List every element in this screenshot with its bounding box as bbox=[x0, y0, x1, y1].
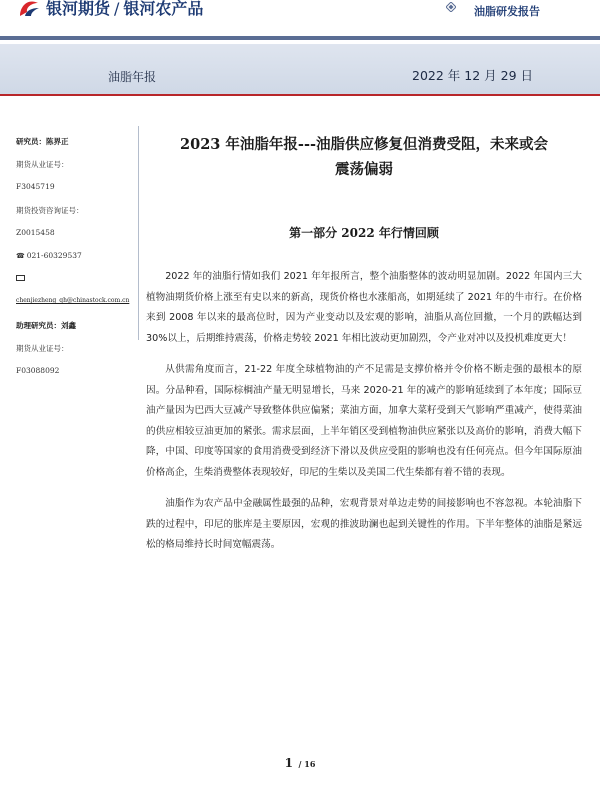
brand-separator: / bbox=[114, 0, 120, 18]
assistant-practice-label: 期货从业证号： bbox=[16, 344, 69, 353]
page-total: / 16 bbox=[298, 759, 316, 769]
phone-number: 021-60329537 bbox=[26, 251, 82, 260]
paragraph: 从供需角度而言，21-22 年度全球植物油的产不足需是支撑价格并令价格不断走强的最根本的原因。分品种看，国际棕榈油产量无明显增长，马来 2020-21 年的减产的影响延续到了本年度；国际豆油产量因为巴西大豆减产导致整体供应偏紧；菜油方面，加拿大菜籽受到天气影响严重减产，使得菜油的供应相较豆油更加的紧张。需求层面，上半年销区受到植物油供应紧张以及高价的影响，消费大幅下降，中国、印度等国家的食用消费受到经济下滑以及供应受阻的影响也没有任何亮点。但今年国际原油价格高企，生柴消费整体表现较好，印尼的生柴以及美国二代生柴都有着不错的表现。 bbox=[146, 364, 582, 478]
title-band bbox=[0, 44, 600, 94]
mail-line bbox=[16, 274, 134, 285]
page-footer bbox=[0, 752, 600, 771]
document-title-line1: 2023 年油脂年报---油脂供应修复但消费受阻，未来或会 bbox=[180, 136, 548, 153]
paragraph: 2022 年的油脂行情如我们 2021 年年报所言，整个油脂整体的波动明显加剧。2022 年国内三大植物油期货价格上涨至有史以来的新高，现货价格也水涨船高，如期延续了 2021 年的牛市行。在价格来到 2008 年以来的最高位时，因为产业变动以及宏观的影响，油脂从高位回撤，一个月的跌幅达到 30%以上，后期维持震荡，价格走势较 2021 年相比波动更加剧烈，令产业对冲以及投机难度更大！ bbox=[146, 271, 582, 344]
main-content bbox=[146, 124, 582, 556]
report-header bbox=[0, 0, 600, 30]
mail-icon bbox=[16, 275, 25, 281]
section-title: 第一部分 2022 年行情回顾 bbox=[289, 226, 439, 240]
consult-label: 期货投资咨询证号： bbox=[16, 206, 84, 215]
document-title-line2: 震荡偏弱 bbox=[335, 161, 393, 178]
diamond-icon bbox=[446, 2, 456, 12]
page-number: 1 bbox=[284, 756, 293, 770]
header-divider bbox=[0, 36, 600, 40]
phone-icon: ☎ bbox=[16, 252, 25, 260]
paragraph: 油脂作为农产品中金融属性最强的品种，宏观背景对单边走势的间接影响也不容忽视。本轮油脂下跌的过程中，印尼的胀库是主要原因，宏观的推波助澜也起到关键性的作用。下半年整体的油脂是紧远松的格局维持长时间宽幅震荡。 bbox=[146, 498, 582, 550]
report-type-label: 油脂研发报告 bbox=[474, 5, 540, 18]
brand-name bbox=[46, 0, 203, 19]
band-title: 油脂年报 bbox=[108, 70, 157, 84]
author-sidebar bbox=[16, 136, 134, 389]
practice-number: F3045719 bbox=[16, 182, 55, 191]
practice-label: 期货从业证号： bbox=[16, 160, 69, 169]
brand-left: 银河期货 bbox=[46, 0, 111, 18]
document-title bbox=[146, 132, 582, 182]
galaxy-logo-icon bbox=[18, 0, 40, 17]
email-link[interactable]: chenjiezheng_qh@chinastock.com.cn bbox=[16, 297, 130, 304]
brand-right: 银河农产品 bbox=[123, 0, 204, 18]
report-date: 2022 年 12 月 29 日 bbox=[412, 68, 533, 83]
assistant-name: 助理研究员：刘鑫 bbox=[16, 321, 76, 330]
red-divider bbox=[0, 94, 600, 96]
phone-line bbox=[16, 251, 134, 262]
assistant-practice-number: F03088092 bbox=[16, 366, 60, 375]
researcher-name: 研究员：陈界正 bbox=[16, 137, 69, 146]
sidebar-divider bbox=[138, 126, 139, 340]
consult-number: Z0015458 bbox=[16, 228, 55, 237]
